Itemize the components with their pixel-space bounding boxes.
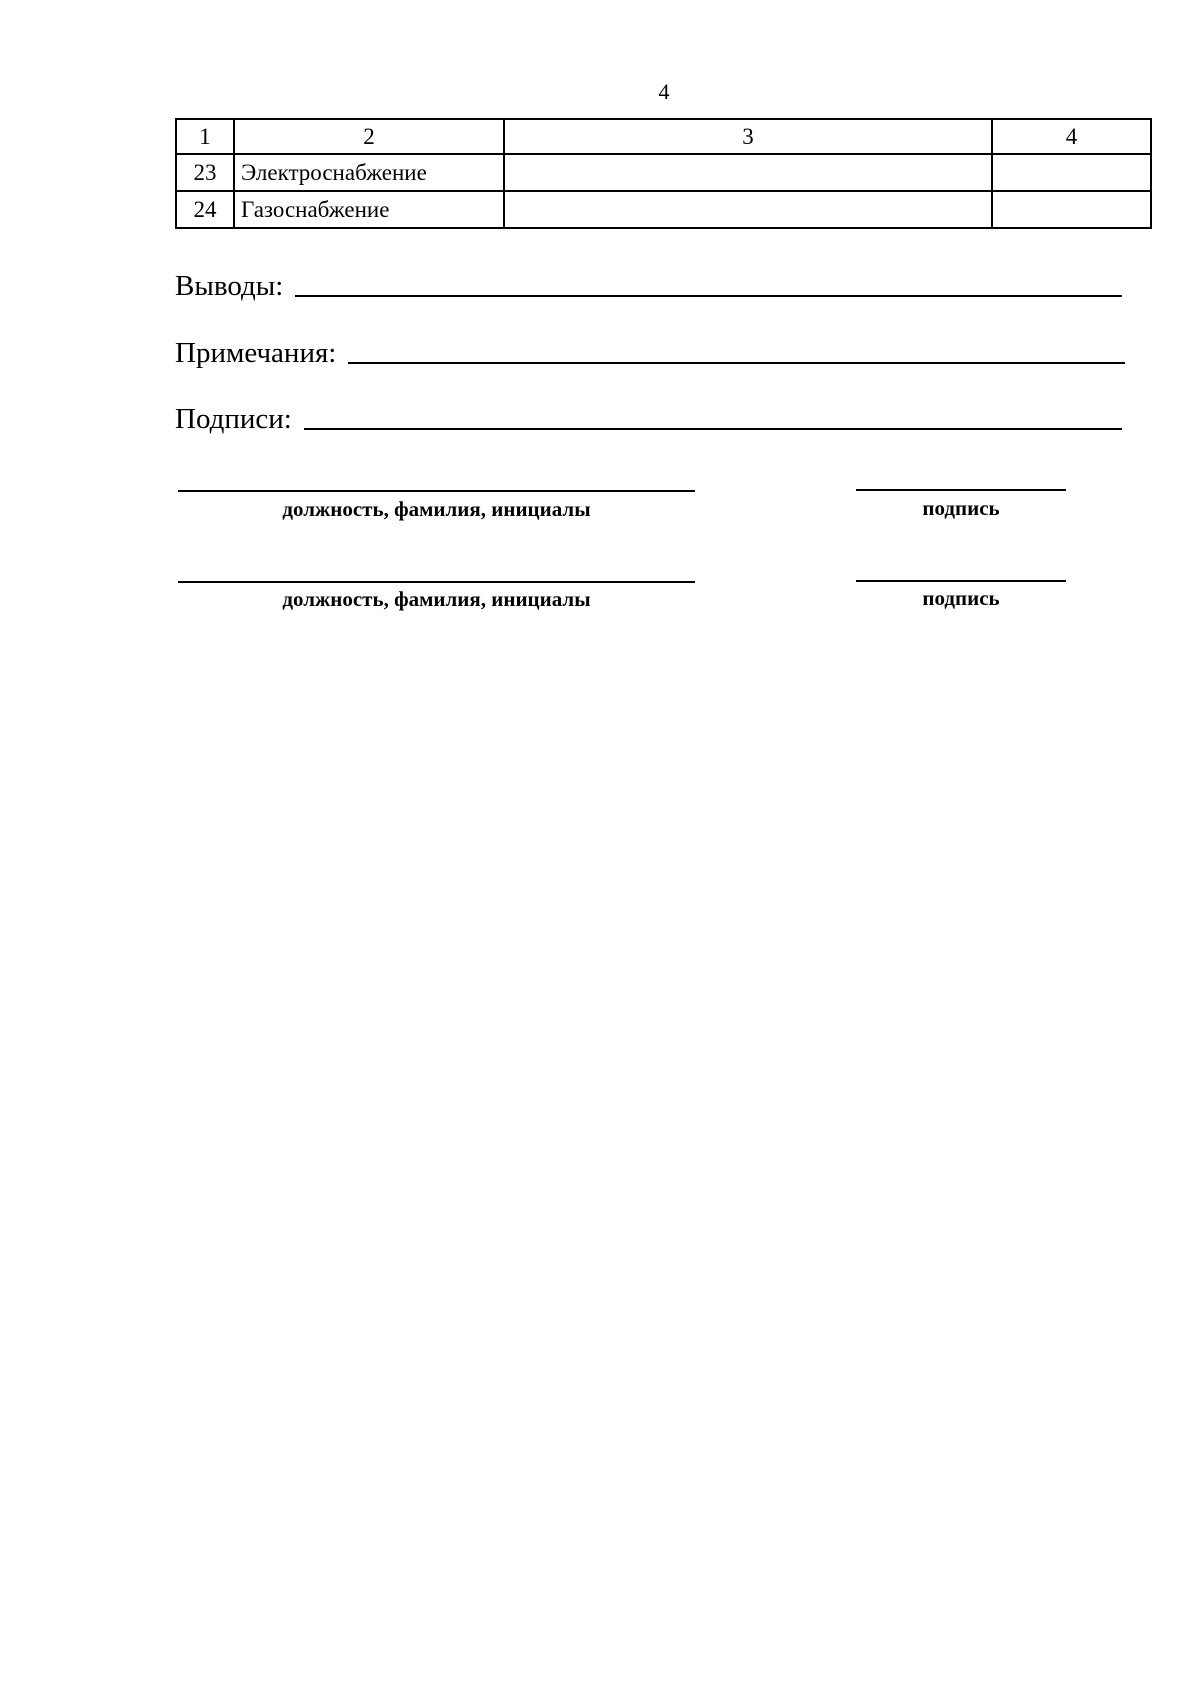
conclusions-line[interactable] <box>295 295 1122 297</box>
notes-line[interactable] <box>348 362 1125 364</box>
table-header-cell: 1 <box>176 119 234 154</box>
row-col3[interactable] <box>504 154 992 191</box>
notes-field <box>175 330 1125 370</box>
position-name-caption: должность, фамилия, инициалы <box>282 497 591 521</box>
signature-caption: подпись <box>922 586 1000 610</box>
signature-line[interactable] <box>856 580 1066 582</box>
row-name: Газоснабжение <box>234 191 504 228</box>
data-table <box>175 118 1152 229</box>
row-col4[interactable] <box>992 191 1151 228</box>
signature-line[interactable] <box>856 489 1066 491</box>
table-header-cell: 2 <box>234 119 504 154</box>
position-name-caption: должность, фамилия, инициалы <box>282 587 591 611</box>
row-col4[interactable] <box>992 154 1151 191</box>
table-row <box>176 154 1151 191</box>
signatures-label: Подписи: <box>175 403 292 435</box>
table-row <box>176 191 1151 228</box>
signatures-field <box>175 396 1122 436</box>
signature-caption: подпись <box>922 496 1000 520</box>
conclusions-field <box>175 263 1122 303</box>
notes-label: Примечания: <box>175 337 337 369</box>
conclusions-label: Выводы: <box>175 270 284 302</box>
table-header-cell: 4 <box>992 119 1151 154</box>
row-number: 23 <box>176 154 234 191</box>
row-number: 24 <box>176 191 234 228</box>
table-header-row <box>176 119 1151 154</box>
position-name-line[interactable] <box>178 490 695 492</box>
table-header-cell: 3 <box>504 119 992 154</box>
position-name-line[interactable] <box>178 581 695 583</box>
page-number: 4 <box>658 79 670 104</box>
row-name: Электроснабжение <box>234 154 504 191</box>
row-col3[interactable] <box>504 191 992 228</box>
signatures-line[interactable] <box>304 428 1122 430</box>
